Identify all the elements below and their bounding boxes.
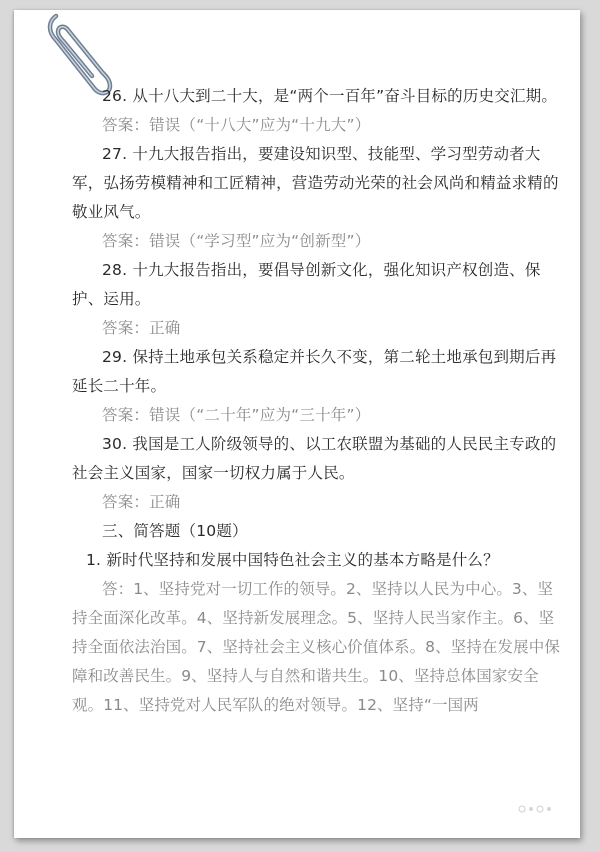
section-title: 三、简答题（10题） <box>102 522 248 540</box>
answer-29: 答案：错误（“二十年”应为“三十年”） <box>102 406 371 424</box>
question-27: 27. 十九大报告指出，要建设知识型、技能型、学习型劳动者大军，弘扬劳模精神和工匠精神，营造劳动光荣的社会风尚和精益求精的敬业风气。 <box>72 145 559 221</box>
document-page <box>14 10 580 838</box>
question-28: 28. 十九大报告指出，要倡导创新文化，强化知识产权创造、保护、运用。 <box>72 261 541 308</box>
answer-27: 答案：错误（“学习型”应为“创新型”） <box>102 232 371 250</box>
question-29: 29. 保持土地承包关系稳定并长久不变，第二轮土地承包到期后再延长二十年。 <box>72 348 557 395</box>
short-answer-1: 答：1、坚持党对一切工作的领导。2、坚持以人民为中心。3、坚持全面深化改革。4、坚持新发展理念。5、坚持人民当家作主。6、坚持全面依法治国。7、坚持社会主义核心价值体系。8、坚持在发展中保障和改善民生。9、坚持人与自然和谐共生。10、坚持总体国家安全观。11、坚持党对人民军队的绝对领导。12、坚持“一国两 <box>72 580 560 714</box>
watermark-icon <box>516 802 556 816</box>
question-30: 30. 我国是工人阶级领导的、以工农联盟为基础的人民民主专政的社会主义国家，国家一切权力属于人民。 <box>72 435 557 482</box>
document-content <box>72 82 562 720</box>
answer-30: 答案：正确 <box>102 493 181 511</box>
answer-26: 答案：错误（“十八大”应为“十九大”） <box>102 116 371 134</box>
answer-28: 答案：正确 <box>102 319 181 337</box>
short-question-1: 1. 新时代坚持和发展中国特色社会主义的基本方略是什么？ <box>86 551 499 569</box>
question-26: 26. 从十八大到二十大，是“两个一百年”奋斗目标的历史交汇期。 <box>102 87 558 105</box>
